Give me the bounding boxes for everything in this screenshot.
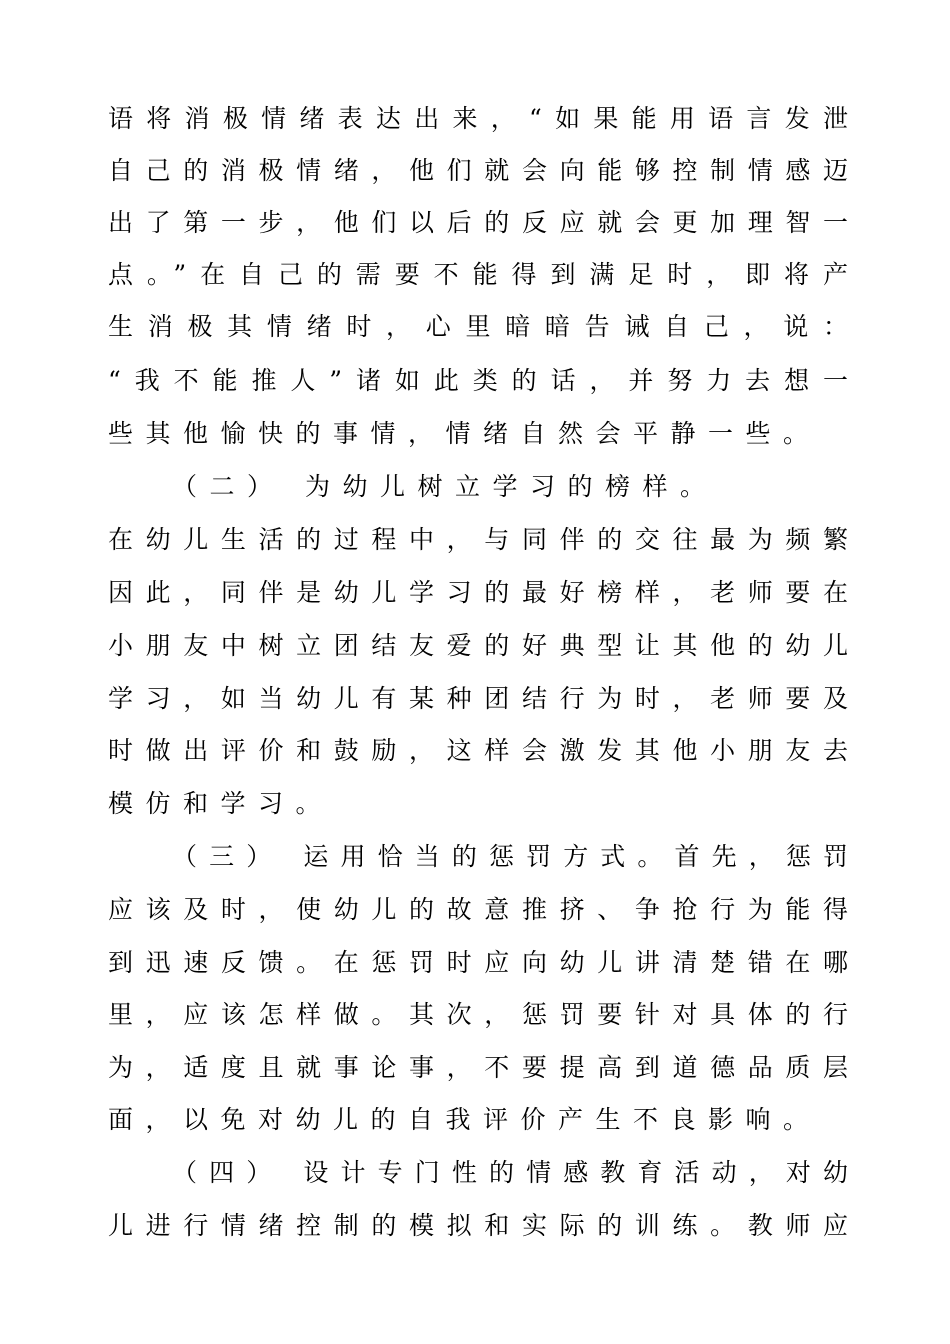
text-line-7: 些其他愉快的事情，情绪自然会平静一些。 [108,419,821,448]
text-line-19: 为，适度且就事论事，不要提高到道德品质层 [108,1053,848,1082]
text-line-5: 生消极其情绪时，心里暗暗告诫自己，说： [108,312,848,341]
text-line-20: 面，以免对幼儿的自我评价产生不良影响。 [108,1105,821,1134]
text-line-6: “我不能推人”诸如此类的话，并努力去想一 [108,366,848,395]
text-line-18: 里，应该怎样做。其次，惩罚要针对具体的行 [108,1000,848,1029]
section-heading-4: （四） 设计专门性的情感教育活动，对幼 [172,1158,848,1187]
text-line-9: 在幼儿生活的过程中，与同伴的交往最为频繁 [108,525,848,554]
section-heading-2: （二） 为幼儿树立学习的榜样。 [172,472,718,501]
text-line-14: 模仿和学习。 [108,789,334,818]
text-line-3: 出了第一步，他们以后的反应就会更加理智一 [108,208,848,237]
text-line-2: 自己的消极情绪，他们就会向能够控制情感迈 [108,156,848,185]
text-line-1: 语将消极情绪表达出来，“如果能用语言发泄 [108,104,848,133]
text-line-4: 点。”在自己的需要不能得到满足时，即将产 [108,260,848,289]
text-line-12: 学习，如当幼儿有某种团结行为时，老师要及 [108,684,848,713]
text-line-11: 小朋友中树立团结友爱的好典型让其他的幼儿 [108,631,848,660]
text-line-22: 儿进行情绪控制的模拟和实际的训练。教师应 [108,1211,848,1240]
text-line-16: 应该及时，使幼儿的故意推挤、争抢行为能得 [108,895,848,924]
text-line-10: 因此，同伴是幼儿学习的最好榜样，老师要在 [108,578,848,607]
section-heading-3: （三） 运用恰当的惩罚方式。首先，惩罚 [172,842,848,871]
text-line-17: 到迅速反馈。在惩罚时应向幼儿讲清楚错在哪 [108,948,848,977]
text-line-13: 时做出评价和鼓励，这样会激发其他小朋友去 [108,736,848,765]
